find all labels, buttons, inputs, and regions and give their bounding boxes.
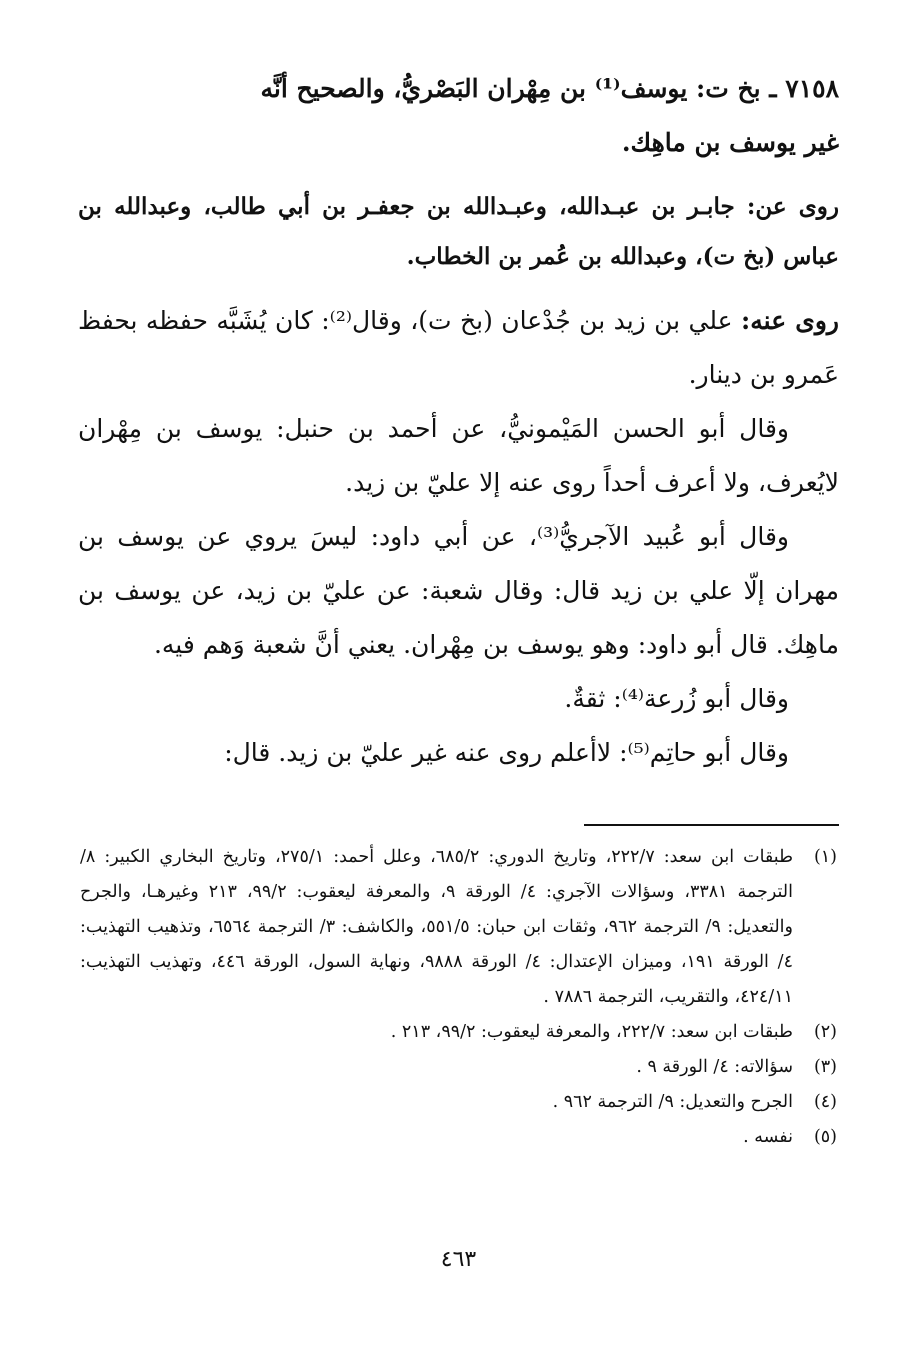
footnote xyxy=(80,1085,837,1120)
footnote xyxy=(80,840,837,1015)
main-text xyxy=(78,62,839,780)
footnote xyxy=(80,1050,837,1085)
footnote-number: (١) xyxy=(813,847,837,867)
footnote-number: (٣) xyxy=(813,1057,837,1077)
footnote xyxy=(80,1015,837,1050)
page-number: ٤٦٣ xyxy=(440,1247,477,1272)
footnote-separator xyxy=(584,824,839,826)
body-paragraph: وقال أبو عُبيد الآجريُّ⁽³⁾، عن أبي داود: ليسَ يروي عن يوسف بن مهران إلّا علي بن زيد قال: وقال شعبة: عن عليّ بن زيد، عن يوسف بن ماهِك. قال أبو داود: وهو يوسف بن مِهْران. يعني أنَّ شعبة وَهم فيه. xyxy=(78,522,839,659)
footnote xyxy=(80,1120,837,1155)
footnote-text: طبقات ابن سعد: ٢٢٢/٧، وتاريخ الدوري: ٦٨٥/٢، وعلل أحمد: ٢٧٥/١، وتاريخ البخاري الكبير: ٨/ الترجمة ٣٣٨١، وسؤالات الآجري: ٤/ الورقة ٩، والمعرفة ليعقوب: ٩٩/٢، ٢١٣ وغيرهـا، والجرح والتعديل: ٩/ الترجمة ٩٦٢، وثقات ابن حبان: ٥٥١/٥، والكاشف: ٣/ الترجمة ٦٥٦٤، وتذهيب التهذيب: ٤/ الورقة ١٩١، وميزان الإعتدال: ٤/ الورقة ٩٨٨٨، ونهاية السول، الورقة ٤٤٦، وتهذيب التهذيب: ٤٢٤/١١، والتقريب، الترجمة ٧٨٨٦ . xyxy=(80,847,793,1007)
narrated-from-label: روى عن: xyxy=(746,193,839,220)
narrated-by-paragraph xyxy=(78,294,839,402)
narrated-from-text: جابـر بن عبـدالله، وعبـدالله بن جعفـر بن أبي طالب، وعبدالله بن عباس (بخ ت)، وعبدالله بن عُمر بن الخطاب. xyxy=(78,193,839,270)
footnote-number: (٥) xyxy=(813,1127,837,1147)
entry-heading xyxy=(78,62,839,170)
footnote-text: طبقات ابن سعد: ٢٢٢/٧، والمعرفة ليعقوب: ٩٩/٢، ٢١٣ . xyxy=(390,1022,793,1042)
footnote-text: نفسه . xyxy=(743,1127,793,1147)
body-paragraph: وقال أبو الحسن المَيْمونيُّ، عن أحمد بن حنبل: يوسف بن مِهْران لايُعرف، ولا أعرف أحداً روى عنه إلا عليّ بن زيد. xyxy=(78,414,839,497)
body-paragraph: وقال أبو حاتِم⁽⁵⁾: لاأعلم روى عنه غير عليّ بن زيد. قال: xyxy=(224,738,789,767)
footnote-number: (٢) xyxy=(813,1022,837,1042)
entry-heading-line: غير يوسف بن ماهِك. xyxy=(621,128,839,157)
footnotes xyxy=(80,840,837,1155)
entry-heading-line: ٧١٥٨ ـ بخ ت: يوسف⁽¹⁾ بن مِهْران البَصْريُّ، والصحيح أنَّه xyxy=(260,74,839,103)
narrated-by-text: علي بن زيد بن جُدْعان (بخ ت)، وقال⁽²⁾: كان يُشَبَّه حفظه بحفظ عَمرو بن دينار. xyxy=(78,306,839,389)
narrated-by-label: روى عنه: xyxy=(741,306,840,335)
footnote-text: سؤالاته: ٤/ الورقة ٩ . xyxy=(636,1057,793,1077)
body-paragraph: وقال أبو زُرعة⁽⁴⁾: ثقةٌ. xyxy=(564,684,789,713)
narrated-from-paragraph xyxy=(78,182,839,282)
footnote-text: الجرح والتعديل: ٩/ الترجمة ٩٦٢ . xyxy=(552,1092,793,1112)
footnote-number: (٤) xyxy=(813,1092,837,1112)
